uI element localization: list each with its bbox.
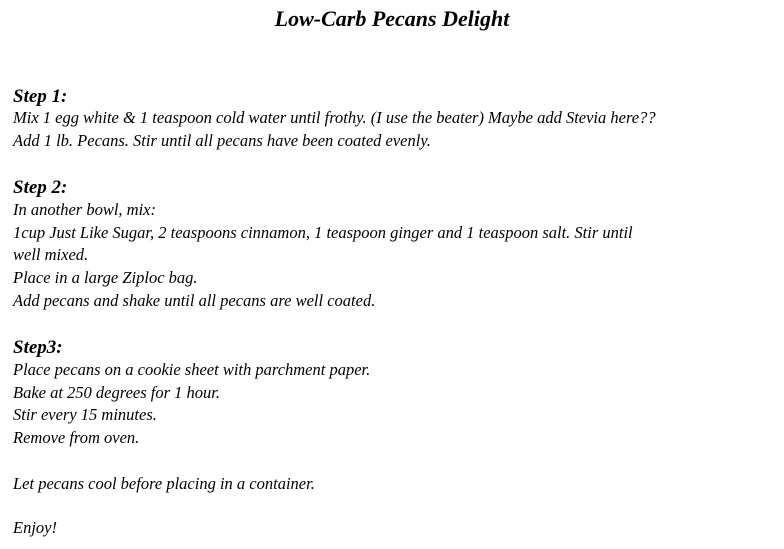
cooling-note: Let pecans cool before placing in a container. [13,474,315,493]
step2-line-4: Place in a large Ziploc bag. [13,268,198,287]
step1-line-2: Add 1 lb. Pecans. Stir until all pecans have been coated evenly. [13,131,431,150]
step3-line-3: Stir every 15 minutes. [13,405,157,424]
step3-line-4: Remove from oven. [13,428,140,447]
step2-line-3: well mixed. [13,245,89,264]
sign-off: Enjoy! [13,518,57,537]
step2-line-2: 1cup Just Like Sugar, 2 teaspoons cinnamon, 1 teaspoon ginger and 1 teaspoon salt. Stir until [13,223,633,242]
step3-line-1: Place pecans on a cookie sheet with parchment paper. [13,360,371,379]
step3-line-2: Bake at 250 degrees for 1 hour. [13,383,220,402]
step3-heading: Step3: [13,337,63,358]
step2-line-1: In another bowl, mix: [13,200,156,219]
recipe-title: Low-Carb Pecans Delight [274,6,510,31]
step1-heading: Step 1: [13,86,68,107]
step1-line-1: Mix 1 egg white & 1 teaspoon cold water until frothy. (I use the beater) Maybe add Stevia here?? [13,108,656,127]
step2-heading: Step 2: [13,177,68,198]
step2-line-5: Add pecans and shake until all pecans are well coated. [13,291,376,310]
